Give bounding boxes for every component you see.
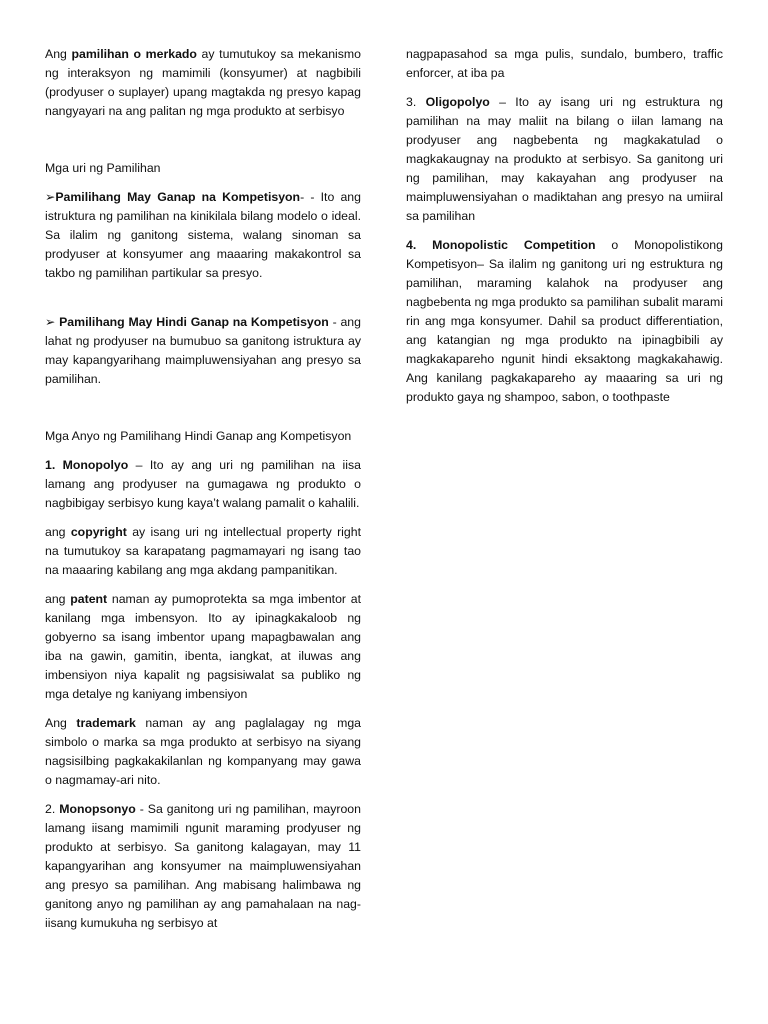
bold-term: Pamilihang May Ganap na Kompetisyon — [55, 190, 301, 204]
text: - Sa ganitong uri ng pamilihan, mayroon lamang iisang mamimili ngunit maraming prodyuser ng produkto at serbisyo. Sa ganitong kalagayan, may 11 kapangyarihan ang konsyumer na maimpluwensiyahan ang presyo sa pamilihan. Ang mabisang halimbawa ng ganitong anyo ng pamilihan ay ang pamahalaan na nag-iisang kumukuha ng serbisyo at — [45, 802, 361, 930]
paragraph-trademark — [45, 714, 361, 790]
bold-term: 1. Monopolyo — [45, 458, 129, 472]
bold-term: Oligopolyo — [425, 95, 490, 109]
bold-term: 4. Monopolistic Competition — [406, 238, 596, 252]
text: ay isang uri ng intellectual property right na tumutukoy sa karapatang pagmamayari ng isang tao na maaaring kabilang ang mga akdang pampanitikan. — [45, 525, 361, 577]
paragraph-monopsonyo-continued: nagpapasahod sa mga pulis, sundalo, bumbero, traffic enforcer, at iba pa — [406, 47, 723, 80]
heading-mga-uri: Mga uri ng Pamilihan — [45, 161, 161, 175]
paragraph-oligopolyo — [406, 93, 723, 226]
text: 2. — [45, 802, 60, 816]
paragraph-pamilihan-definition — [45, 45, 361, 121]
paragraph-hindi-ganap-na-kompetisyon — [45, 313, 361, 389]
bold-term: pamilihan o merkado — [71, 47, 197, 61]
arrow-bullet-icon: ➢ — [45, 315, 60, 329]
bold-term: Pamilihang May Hindi Ganap na Kompetisyon — [59, 315, 329, 329]
paragraph-monopolyo — [45, 456, 361, 513]
paragraph-ganap-na-kompetisyon — [45, 188, 361, 283]
text: Ang — [45, 47, 72, 61]
text: naman ay pumoprotekta sa mga imbentor at kanilang mga imbensyon. Ito ay ipinagkakaloob ng gobyerno sa isang imbentor upang mapagbawalan ang iba na gawin, gamitin, ibenta, iangkat, at iluwas ang imbensiyon niya kapalit ng pagsisiwalat sa publiko ng mga detalye ng kaniyang imbensiyon — [45, 592, 362, 701]
left-column — [45, 45, 361, 943]
text: ang — [45, 592, 71, 606]
text: - - Ito ang istruktura ng pamilihan na kinikilala bilang modelo o ideal. Sa ilalim ng ganitong sistema, walang sinoman sa prodyuser at konsyumer ang maaaring makakontrol sa takbo ng pamilihan partikular sa presyo. — [45, 190, 361, 280]
right-column — [406, 45, 723, 417]
text: ang — [45, 525, 71, 539]
bold-term: Monopsonyo — [59, 802, 136, 816]
paragraph-monopolistic-competition — [406, 236, 723, 407]
text: – Ito ay isang uri ng estruktura ng pamilihan na may maliit na bilang o iilan lamang na prodyuser ang nagbebenta ng magkakatulad o magkakaugnay na produkto at serbisyo. Sa ganitong uri ng pamilihan, may kakayahan ang prodyuser na maimpluwensiyahan o madiktahan ang presyo na umiiral sa pamilihan — [406, 95, 723, 223]
text: Ang — [45, 716, 77, 730]
bold-term: copyright — [70, 525, 127, 539]
text: 3. — [406, 95, 426, 109]
text: ay tumutukoy sa mekanismo ng interaksyon ng mamimili (konsyumer) at nagbibili (prodyuser o suplayer) upang magtakda ng presyo kapag nangyayari na ang palitan ng mga produkto at serbisyo — [45, 47, 362, 118]
text: - ang lahat ng prodyuser na bumubuo sa ganitong istruktura ay may kapangyarihang maimpluwensiyahan ang presyo sa pamilihan. — [45, 315, 361, 386]
text: – Ito ay ang uri ng pamilihan na iisa lamang ang prodyuser na gumagawa ng produkto o nagbibigay serbisyo kung kaya’t walang pamalit o kahalili. — [45, 458, 361, 510]
text: o Monopolistikong Kompetisyon– Sa ilalim ng ganitong uri ng estruktura ng pamilihan, maraming kalahok na prodyuser ang nagbebenta ng mga produkto sa pamilihan subalit marami rin ang mga konsyumer. Dahil sa product differentiation, ang katangian ng mga produkto na ipinagbibili ay magkakapareho ngunit hindi eksaktong magkakahawig. Ang kanilang pagkakapareho ay maaaring sa uri ng produkto gaya ng shampoo, sabon, o toothpaste — [406, 238, 723, 404]
paragraph-patent — [45, 590, 361, 704]
paragraph-copyright — [45, 523, 361, 580]
heading-mga-anyo: Mga Anyo ng Pamilihang Hindi Ganap ang Kompetisyon — [45, 429, 352, 443]
arrow-bullet-icon: ➢ — [45, 190, 56, 204]
bold-term: trademark — [76, 716, 136, 730]
paragraph-monopsonyo — [45, 800, 361, 933]
bold-term: patent — [70, 592, 108, 606]
text: naman ay ang paglalagay ng mga simbolo o marka sa mga produkto at serbisyo na siyang nagsisilbing pagkakakilanlan ng kompanyang may gawa o nagmamay-ari nito. — [45, 716, 361, 787]
